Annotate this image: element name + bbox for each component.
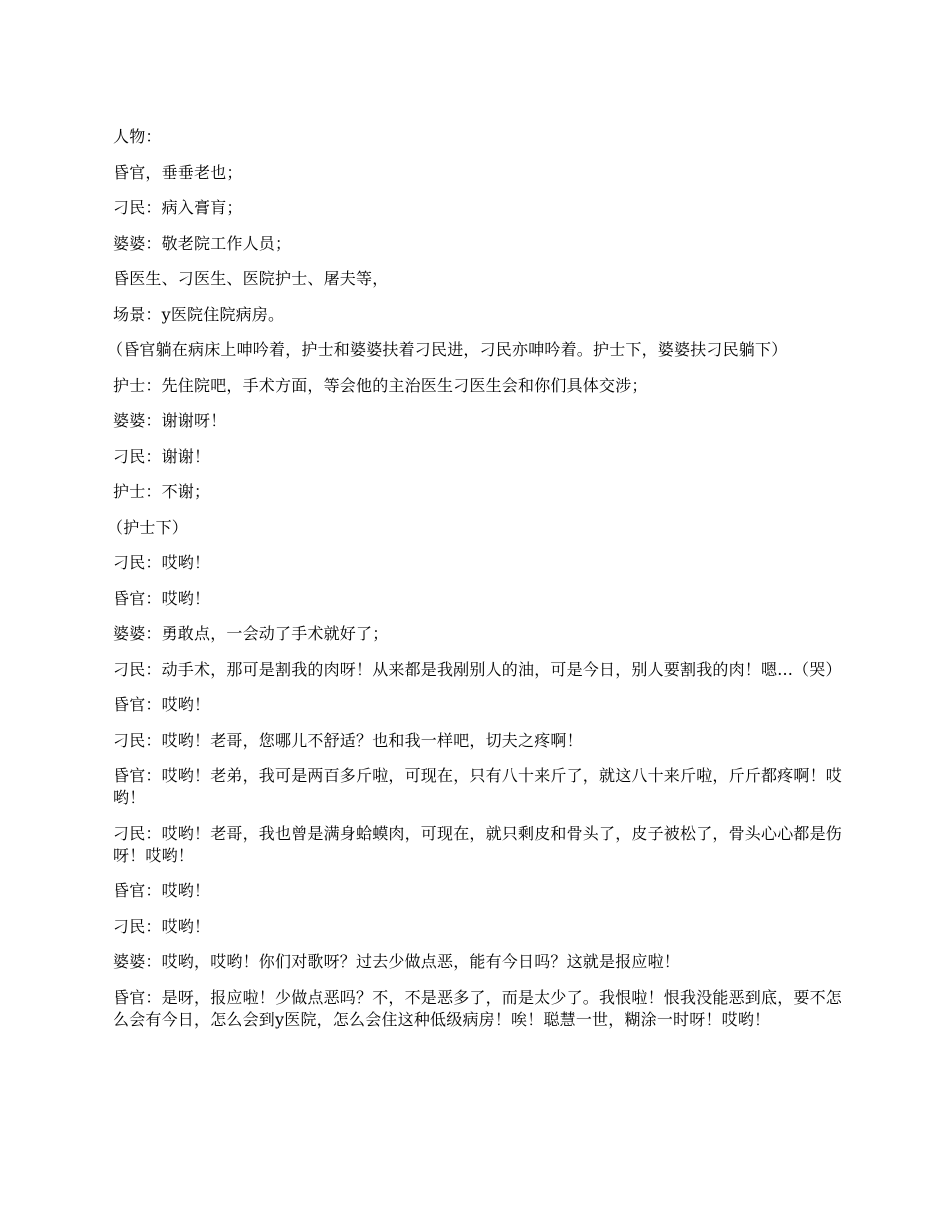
paragraph-dialogue: 刁民：哎哟！老哥，我也曾是满身蛤蟆肉，可现在，就只剩皮和骨头了，皮子被松了，骨头心心都是伤呀！哎哟！ xyxy=(113,823,843,865)
paragraph-dialogue: 刁民：动手术，那可是割我的肉呀！从来都是我剐别人的油，可是今日，别人要割我的肉！嗯...（哭） xyxy=(113,659,842,679)
paragraph-dialogue: 昏官：哎哟！ xyxy=(113,881,211,900)
paragraph-stage-direction: （护士下） xyxy=(107,517,189,537)
paragraph-dialogue: 刁民：哎哟！ xyxy=(113,916,211,936)
script-text xyxy=(107,126,843,1044)
paragraph-dialogue: 昏官：哎哟！ xyxy=(113,695,211,714)
paragraph-dialogue: 婆婆：谢谢呀！ xyxy=(113,411,227,430)
paragraph-dialogue: 婆婆：哎哟，哎哟！你们对歌呀？过去少做点恶，能有今日吗？这就是报应啦！ xyxy=(113,952,681,971)
paragraph-dialogue: 昏官：是呀，报应啦！少做点恶吗？不，不是恶多了，而是太少了。我恨啦！恨我没能恶到底，要不怎么会有今日，怎么会到y医院，怎么会住这种低级病房！唉！聪慧一世，糊涂一时呀！哎哟！ xyxy=(113,987,843,1029)
paragraph-character-official: 昏官，垂垂老也； xyxy=(113,162,243,182)
paragraph-dialogue: 婆婆：勇敢点，一会动了手术就好了； xyxy=(113,624,389,643)
paragraph-dialogue: 昏官：哎哟！ xyxy=(113,588,211,608)
paragraph-character-granny: 婆婆：敬老院工作人员； xyxy=(113,233,292,253)
paragraph-dialogue: 刁民：谢谢！ xyxy=(113,446,211,466)
paragraph-dialogue: 刁民：哎哟！老哥，您哪儿不舒适？也和我一样吧，切夫之疼啊！ xyxy=(113,730,583,750)
paragraph-dialogue: 护士：不谢； xyxy=(113,482,211,501)
paragraph-scene: 场景：y医院住院病房。 xyxy=(113,304,285,324)
paragraph-dialogue: 护士：先住院吧，手术方面，等会他的主治医生刁医生会和你们具体交涉； xyxy=(113,375,648,395)
paragraph-dialogue: 昏官：哎哟！老弟，我可是两百多斤啦，可现在，只有八十来斤了，就这八十来斤啦，斤斤都疼啊！哎哟！ xyxy=(113,766,843,807)
paragraph-character-others: 昏医生、刁医生、医院护士、屠夫等， xyxy=(113,269,389,288)
paragraph-stage-direction: （昏官躺在病床上呻吟着，护士和婆婆扶着刁民进，刁民亦呻吟着。护士下，婆婆扶刁民躺下） xyxy=(107,340,788,359)
paragraph-character-villager: 刁民：病入膏肓； xyxy=(113,198,243,217)
paragraph-characters-heading: 人物： xyxy=(113,127,162,146)
paragraph-dialogue: 刁民：哎哟！ xyxy=(113,553,211,572)
